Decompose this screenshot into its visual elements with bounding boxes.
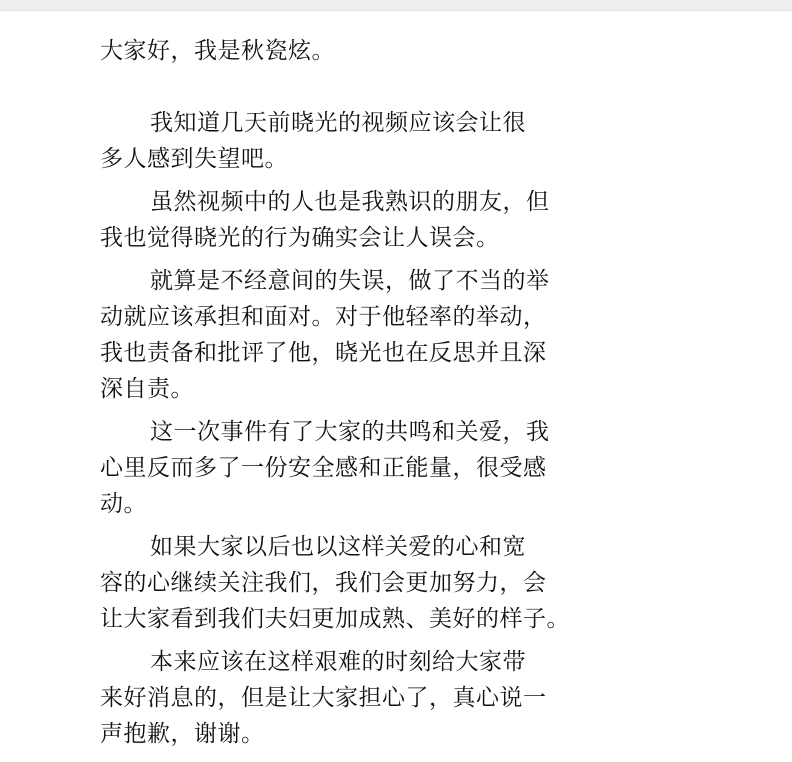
top-toolbar-strip bbox=[0, 0, 792, 11]
text-line: 本来应该在这样艰难的时刻给大家带 bbox=[150, 649, 526, 675]
text-line: 动。 bbox=[100, 491, 147, 517]
text-line: 动就应该承担和面对。对于他轻率的举动， bbox=[100, 304, 547, 330]
text-line: 如果大家以后也以这样关爱的心和宽 bbox=[150, 534, 526, 560]
text-line: 我也责备和批评了他，晓光也在反思并且深 bbox=[100, 340, 547, 366]
text-line: 我知道几天前晓光的视频应该会让很 bbox=[150, 110, 526, 136]
text-line: 我也觉得晓光的行为确实会让人误会。 bbox=[100, 225, 500, 251]
text-line: 这一次事件有了大家的共鸣和关爱，我 bbox=[150, 419, 550, 445]
text-line: 虽然视频中的人也是我熟识的朋友，但 bbox=[150, 189, 550, 215]
letter-greeting: 大家好，我是秋瓷炫。 bbox=[100, 38, 335, 64]
paragraph-3 bbox=[100, 263, 700, 407]
text-line: 深自责。 bbox=[100, 376, 194, 402]
text-line: 来好消息的，但是让大家担心了，真心说一 bbox=[100, 685, 547, 711]
text-line: 就算是不经意间的失误，做了不当的举 bbox=[150, 268, 550, 294]
paragraph-6 bbox=[100, 644, 700, 752]
paragraph-2 bbox=[100, 184, 700, 256]
text-line: 容的心继续关注我们，我们会更加努力，会 bbox=[100, 570, 547, 596]
text-line: 让大家看到我们夫妇更加成熟、美好的样子。 bbox=[100, 606, 570, 632]
paragraph-1 bbox=[100, 105, 700, 177]
letter-body bbox=[100, 33, 700, 759]
text-line: 多人感到失望吧。 bbox=[100, 146, 288, 172]
text-line: 心里反而多了一份安全感和正能量，很受感 bbox=[100, 455, 547, 481]
paragraph-5 bbox=[100, 529, 700, 637]
paragraph-4 bbox=[100, 414, 700, 522]
text-line: 声抱歉，谢谢。 bbox=[100, 721, 265, 747]
